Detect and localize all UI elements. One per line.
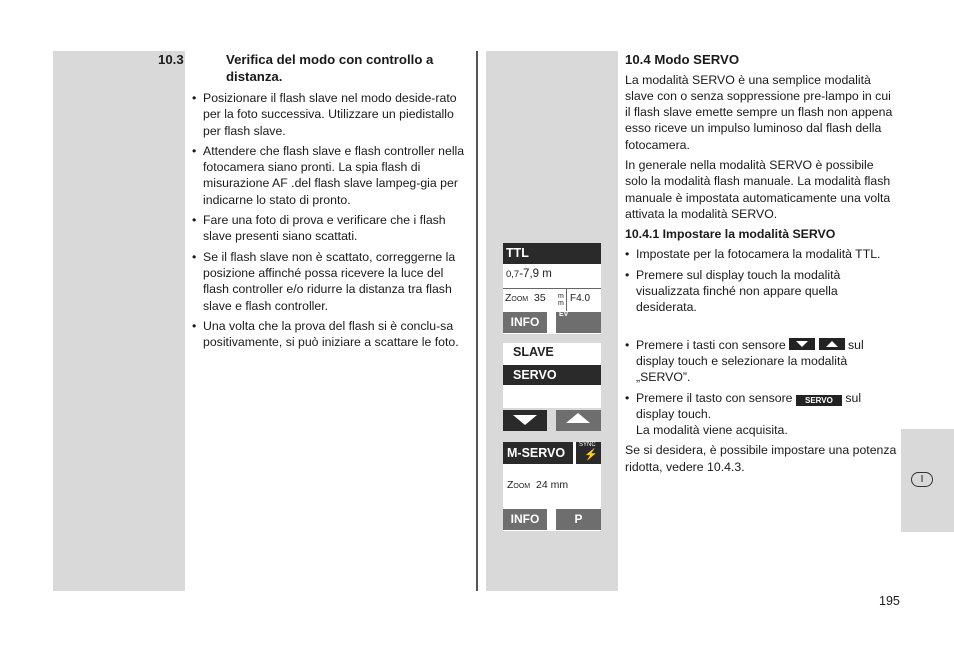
zoom-label: Zoom bbox=[505, 292, 529, 304]
option-servo[interactable]: SERVO bbox=[503, 365, 601, 385]
separator bbox=[503, 288, 601, 289]
list-item-text: Premere i tasti con sensore bbox=[636, 337, 786, 352]
bullet-list bbox=[625, 337, 897, 439]
list-item: • Fare una foto di prova e verificare che i flash slave presenti siano scattati. bbox=[192, 212, 467, 245]
mode-bar: M-SERVO bbox=[503, 442, 573, 464]
page-number: 195 bbox=[879, 594, 900, 608]
chevron-up-icon bbox=[566, 413, 590, 423]
heading-number: 10.4 bbox=[625, 52, 651, 67]
paragraph: In generale nella modalità SERVO è possibile solo la modalità flash manuale. La modalità flash manuale è impostata automaticamente una volta attivata la modalità SERVO. bbox=[625, 157, 891, 221]
zoom-value: 24 mm bbox=[535, 479, 569, 491]
subheading: 10.4.1 Impostare la modalità SERVO bbox=[625, 227, 836, 242]
list-item: • Se il flash slave non è scattato, correggerne la posizione affinché possa ricevere la luce del flash controller e/o ridurre la distanza tra flash slave e flash controller. bbox=[192, 249, 467, 314]
lcd-display-m-servo bbox=[503, 442, 601, 531]
lcd-display-mode-select bbox=[503, 343, 601, 434]
section-10-3 bbox=[158, 52, 467, 354]
list-item bbox=[625, 390, 897, 439]
info-button[interactable]: INFO bbox=[503, 312, 547, 333]
down-key-icon bbox=[789, 338, 815, 350]
servo-key-icon: SERVO bbox=[796, 395, 842, 406]
up-button[interactable] bbox=[556, 410, 601, 431]
option-slave[interactable]: SLAVE bbox=[513, 345, 554, 359]
down-button[interactable] bbox=[503, 410, 547, 431]
list-item-text: sul display touch. bbox=[636, 390, 862, 421]
aperture-value: F4.0 bbox=[570, 293, 591, 304]
list-item bbox=[625, 337, 897, 386]
list-item: • Impostate per la fotocamera la modalità TTL. bbox=[625, 246, 897, 262]
sync-label: SYNC bbox=[579, 442, 596, 448]
zoom-value: 35 bbox=[533, 292, 546, 304]
section-heading bbox=[625, 52, 897, 69]
p-button[interactable]: P bbox=[556, 509, 601, 530]
up-key-icon bbox=[819, 338, 845, 350]
separator bbox=[566, 289, 567, 311]
bullet-list bbox=[192, 90, 467, 350]
info-button[interactable]: INFO bbox=[503, 509, 547, 530]
left-margin-panel bbox=[53, 51, 185, 591]
list-item-text: sul display touch e selezionare la modalità „SERVO”. bbox=[636, 337, 864, 385]
list-item: • Premere sul display touch la modalità visualizzata finché non appare quella desiderata. bbox=[625, 267, 897, 316]
ev-button[interactable] bbox=[556, 312, 601, 333]
zoom-readout bbox=[505, 292, 546, 304]
zoom-unit bbox=[558, 293, 564, 307]
list-item: • Una volta che la prova del flash si è conclu-sa positivamente, si può iniziare a scattare le foto. bbox=[192, 318, 467, 351]
heading-number: 10.3 bbox=[158, 52, 184, 67]
range-max: -7,9 m bbox=[519, 268, 552, 280]
mode-list bbox=[503, 343, 601, 408]
list-item-text: La modalità viene acquisita. bbox=[636, 423, 788, 438]
section-10-4 bbox=[625, 52, 897, 479]
flash-icon: ⚡ bbox=[584, 449, 598, 461]
list-item: • Attendere che flash slave e flash controller nella fotocamera siano pronti. La spia flash di misurazione AF .del flash slave lampeg-gia per indicarne lo stato di pronto. bbox=[192, 143, 467, 208]
section-heading bbox=[158, 52, 467, 85]
zoom-readout bbox=[507, 479, 568, 491]
list-item-text: Premere il tasto con sensore bbox=[636, 390, 793, 405]
list-item: • Posizionare il flash slave nel modo deside-rato per la foto successiva. Utilizzare un piedistallo per flash slave. bbox=[192, 90, 467, 139]
heading-text: Verifica del modo con controllo a distanza. bbox=[226, 52, 434, 84]
column-divider bbox=[476, 51, 478, 591]
zoom-unit-bottom: m bbox=[558, 300, 564, 307]
range-readout bbox=[506, 268, 552, 280]
mode-bar: TTL bbox=[503, 243, 601, 264]
sync-indicator bbox=[576, 442, 601, 464]
paragraph: La modalità SERVO è una semplice modalità slave con o senza soppressione pre-lampo in cui il flash slave emette sempre un flash non appena esso riceve un impulso luminoso dal flash della fotocamera. bbox=[625, 72, 893, 152]
ev-label: EV bbox=[559, 311, 569, 318]
chevron-down-icon bbox=[513, 415, 537, 425]
paragraph: Se si desidera, è possibile impostare una potenza ridotta, vedere 10.4.3. bbox=[625, 443, 897, 474]
heading-text: Modo SERVO bbox=[654, 52, 740, 67]
bullet-list bbox=[625, 246, 897, 315]
range-min: 0,7 bbox=[506, 269, 520, 280]
zoom-unit-top: m bbox=[558, 293, 564, 300]
zoom-label: Zoom bbox=[507, 479, 531, 491]
lcd-display-ttl bbox=[503, 243, 601, 334]
language-badge: I bbox=[911, 472, 933, 487]
